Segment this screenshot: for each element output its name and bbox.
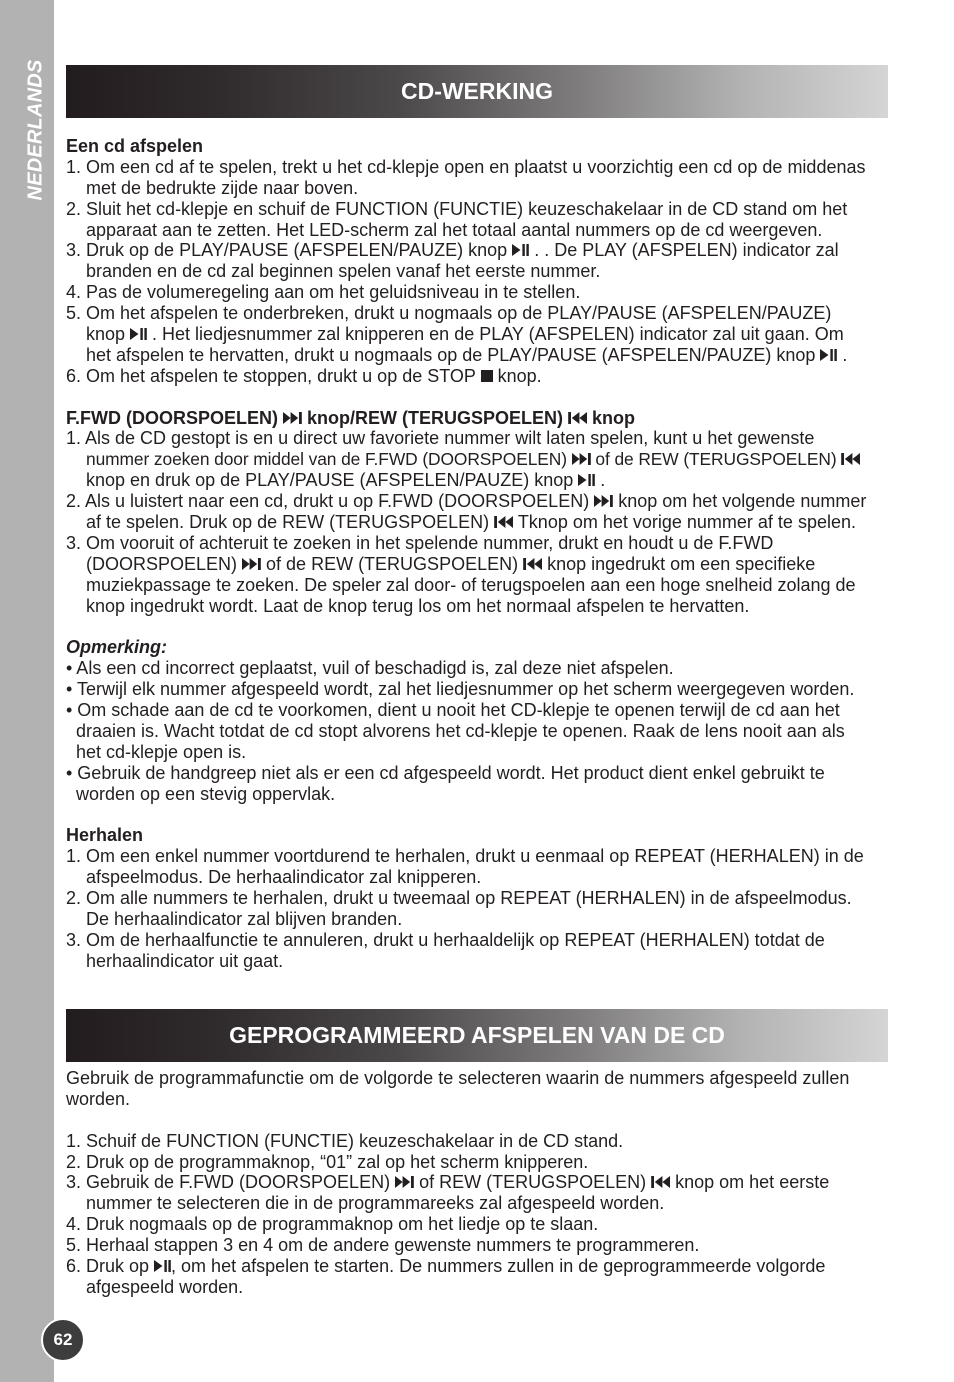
text-line: Gebruik de programmafunctie om de volgorde te selecteren waarin de nummers afgespeeld zullen bbox=[66, 1068, 850, 1088]
list-item bbox=[66, 1256, 888, 1298]
list-item bbox=[66, 700, 888, 763]
line-text: (DOORSPOELEN) bbox=[86, 553, 243, 574]
subsection-list bbox=[66, 846, 888, 971]
rewind-icon bbox=[568, 412, 587, 424]
text-line: 2. Om alle nummers te herhalen, drukt u tweemaal op REPEAT (HERHALEN) in de afspeelmodus. bbox=[66, 888, 852, 909]
text-line bbox=[66, 366, 888, 387]
text-line: 4. Pas de volumeregeling aan om het geluidsniveau in te stellen. bbox=[66, 282, 581, 303]
line-text: nummer zoeken door middel van de F.FWD (DOORSPOELEN) bbox=[86, 449, 572, 470]
line-text: 6. Druk op bbox=[66, 1256, 155, 1277]
list-item bbox=[66, 679, 888, 700]
list-item bbox=[66, 846, 888, 888]
text-line: nummer te selecteren die in de programmareeks zal afgespeeld worden. bbox=[86, 1193, 665, 1214]
list-item bbox=[66, 658, 888, 679]
text-line bbox=[66, 491, 888, 512]
list-item bbox=[66, 930, 888, 972]
subsection-list bbox=[66, 157, 888, 387]
fast-forward-icon bbox=[395, 1176, 414, 1188]
step-list bbox=[66, 1131, 888, 1298]
section-content-cd-operation bbox=[66, 136, 888, 972]
subsection bbox=[66, 136, 888, 387]
text-line: afgespeeld worden. bbox=[86, 1276, 244, 1297]
text-line: • Gebruik de handgreep niet als er een cd afgespeeld wordt. Het product dient enkel gebruikt te bbox=[66, 762, 825, 783]
line-text: . bbox=[837, 344, 848, 365]
line-text: Tknop om het vorige nummer af te spelen. bbox=[513, 512, 856, 533]
fast-forward-icon bbox=[572, 453, 591, 465]
subsection-heading: Opmerking: bbox=[66, 637, 168, 658]
text-line bbox=[66, 1172, 888, 1193]
list-item bbox=[66, 763, 888, 805]
list-item bbox=[66, 282, 888, 303]
subsection-list bbox=[66, 428, 888, 616]
text-line bbox=[66, 240, 888, 261]
subsection-heading: Herhalen bbox=[66, 825, 144, 846]
play-pause-icon bbox=[154, 1260, 171, 1272]
line-text: knop om het eerste bbox=[670, 1172, 830, 1193]
list-item bbox=[66, 1172, 888, 1214]
list-item bbox=[66, 366, 888, 387]
subsection bbox=[66, 408, 888, 617]
rewind-icon bbox=[494, 516, 513, 528]
page-number-badge bbox=[41, 1318, 85, 1362]
language-label: NEDERLANDS bbox=[24, 59, 47, 201]
line-text: knop ingedrukt om een specifieke bbox=[542, 553, 816, 574]
line-text: knop bbox=[86, 324, 131, 345]
subsection-heading bbox=[66, 408, 888, 429]
line-text: . . De PLAY (AFSPELEN) indicator zal bbox=[529, 240, 839, 261]
list-item bbox=[66, 1235, 888, 1256]
text-line: 4. Druk nogmaals op de programmaknop om het liedje op te slaan. bbox=[66, 1214, 599, 1235]
text-line: 5. Om het afspelen te onderbreken, drukt u nogmaals op de PLAY/PAUSE (AFSPELEN/PAUZE) bbox=[66, 303, 832, 324]
text-line bbox=[66, 554, 888, 575]
list-item bbox=[66, 303, 888, 366]
line-text: 3. Gebruik de F.FWD (DOORSPOELEN) bbox=[66, 1172, 396, 1193]
text-line: 2. Druk op de programmaknop, “01” zal op het scherm knipperen. bbox=[66, 1151, 589, 1172]
list-item bbox=[66, 888, 888, 930]
line-text: knop bbox=[587, 407, 636, 428]
text-line: apparaat aan te zetten. Het LED-scherm zal het totaal aantal nummers op de cd weergeven. bbox=[86, 219, 823, 240]
rewind-icon bbox=[523, 558, 542, 570]
line-text: . bbox=[595, 470, 606, 491]
line-text: of de REW (TERUGSPOELEN) bbox=[261, 553, 524, 574]
text-line: muziekpassage te zoeken. De speler zal door- of terugspoelen aan een hoge snelheid zolang de bbox=[86, 574, 856, 595]
text-line: het cd-klepje open is. bbox=[76, 741, 247, 762]
language-sidebar bbox=[0, 0, 54, 1382]
rewind-icon bbox=[651, 1176, 670, 1188]
fast-forward-icon bbox=[594, 495, 613, 507]
text-line: 3. Om de herhaalfunctie te annuleren, drukt u herhaaldelijk op REPEAT (HERHALEN) totdat de bbox=[66, 929, 825, 950]
text-line bbox=[66, 324, 888, 345]
text-line: 5. Herhaal stappen 3 en 4 om de andere gewenste nummers te programmeren. bbox=[66, 1235, 700, 1256]
text-line: 1. Om een enkel nummer voortdurend te herhalen, drukt u eenmaal op REPEAT (HERHALEN) in de bbox=[66, 846, 864, 867]
list-item bbox=[66, 533, 888, 617]
list-item bbox=[66, 240, 888, 282]
text-line: draaien is. Wacht totdat de cd stopt alvorens het cd-klepje te openen. Raak de lens nooit aan als bbox=[76, 720, 845, 741]
stop-icon bbox=[481, 370, 493, 382]
intro-paragraph bbox=[66, 1068, 888, 1110]
subsection-heading: Een cd afspelen bbox=[66, 136, 204, 156]
line-text: af te spelen. Druk op de REW (TERUGSPOELEN) bbox=[86, 512, 495, 533]
line-text: 2. Als u luistert naar een cd, drukt u op F.FWD (DOORSPOELEN) bbox=[66, 491, 595, 512]
text-line: 3. Om vooruit of achteruit te zoeken in het spelende nummer, drukt en houdt u de F.FWD bbox=[66, 532, 774, 553]
text-line: 2. Sluit het cd-klepje en schuif de FUNCTION (FUNCTIE) keuzeschakelaar in de CD stand om het bbox=[66, 198, 848, 219]
line-text: knop en druk op de PLAY/PAUSE (AFSPELEN/PAUZE) knop bbox=[86, 470, 579, 491]
fast-forward-icon bbox=[242, 558, 261, 570]
subsection bbox=[66, 637, 888, 804]
line-text: knop/REW (TERUGSPOELEN) bbox=[302, 407, 569, 428]
section-title: CD-WERKING bbox=[400, 78, 554, 104]
section-header-programmed-playback bbox=[66, 1009, 888, 1062]
section-content-programmed-playback bbox=[66, 1068, 888, 1298]
text-line bbox=[66, 345, 888, 366]
list-item bbox=[66, 491, 888, 533]
text-line: • Om schade aan de cd te voorkomen, dient u nooit het CD-klepje te openen terwijl de cd aan het bbox=[66, 700, 840, 721]
text-line bbox=[66, 512, 888, 533]
section-header-cd-operation bbox=[66, 65, 888, 118]
line-text: 3. Druk op de PLAY/PAUSE (AFSPELEN/PAUZE) knop bbox=[66, 240, 513, 261]
text-line: worden. bbox=[66, 1088, 131, 1109]
line-text: F.FWD (DOORSPOELEN) bbox=[66, 407, 283, 428]
text-line: worden op een stevig oppervlak. bbox=[76, 783, 336, 804]
text-line bbox=[66, 470, 888, 491]
rewind-icon bbox=[841, 453, 860, 465]
line-text: . Het liedjesnummer zal knipperen en de PLAY (AFSPELEN) indicator zal uit gaan. Om bbox=[147, 324, 844, 345]
text-line: 1. Schuif de FUNCTION (FUNCTIE) keuzeschakelaar in de CD stand. bbox=[66, 1130, 624, 1151]
subsection-list bbox=[66, 658, 888, 804]
line-text: het afspelen te hervatten, drukt u nogmaals op de PLAY/PAUSE (AFSPELEN/PAUZE) knop bbox=[86, 344, 821, 365]
play-pause-icon bbox=[512, 244, 529, 256]
subsection bbox=[66, 825, 888, 971]
fast-forward-icon bbox=[283, 412, 302, 424]
list-item bbox=[66, 428, 888, 491]
list-item bbox=[66, 1152, 888, 1173]
line-text: knop. bbox=[492, 365, 542, 386]
text-line: • Terwijl elk nummer afgespeeld wordt, zal het liedjesnummer op het scherm weergegeven worden. bbox=[66, 679, 855, 700]
section-title: GEPROGRAMMEERD AFSPELEN VAN DE CD bbox=[229, 1022, 725, 1048]
text-line: De herhaalindicator zal blijven branden. bbox=[86, 908, 403, 929]
text-line: knop ingedrukt wordt. Laat de knop terug los om het normaal afspelen te hervatten. bbox=[86, 595, 750, 616]
page-number: 62 bbox=[53, 1330, 73, 1349]
play-pause-icon bbox=[130, 328, 147, 340]
line-text: of REW (TERUGSPOELEN) bbox=[414, 1172, 652, 1193]
text-line: herhaalindicator uit gaat. bbox=[86, 950, 284, 971]
text-line bbox=[66, 1256, 888, 1277]
play-pause-icon bbox=[578, 474, 595, 486]
text-line: met de bedrukte zijde naar boven. bbox=[86, 177, 359, 198]
list-item bbox=[66, 157, 888, 199]
line-text: , om het afspelen te starten. De nummers zullen in de geprogrammeerde volgorde bbox=[171, 1256, 826, 1277]
play-pause-icon bbox=[820, 349, 837, 361]
line-text: knop om het volgende nummer bbox=[613, 491, 867, 512]
text-line: 1. Als de CD gestopt is en u direct uw favoriete nummer wilt laten spelen, kunt u het gewenste bbox=[66, 428, 815, 449]
text-line bbox=[66, 449, 888, 470]
text-line: afspeelmodus. De herhaalindicator zal knipperen. bbox=[86, 867, 482, 888]
line-text: of de REW (TERUGSPOELEN) bbox=[590, 449, 842, 470]
list-item bbox=[66, 199, 888, 241]
text-line: branden en de cd zal beginnen spelen vanaf het eerste nummer. bbox=[86, 261, 601, 282]
line-text: 6. Om het afspelen te stoppen, drukt u op de STOP bbox=[66, 365, 481, 386]
list-item bbox=[66, 1131, 888, 1152]
text-line: • Als een cd incorrect geplaatst, vuil of beschadigd is, zal deze niet afspelen. bbox=[66, 658, 674, 679]
list-item bbox=[66, 1214, 888, 1235]
text-line: 1. Om een cd af te spelen, trekt u het cd-klepje open en plaatst u voorzichtig een cd op de middenas bbox=[66, 156, 866, 177]
